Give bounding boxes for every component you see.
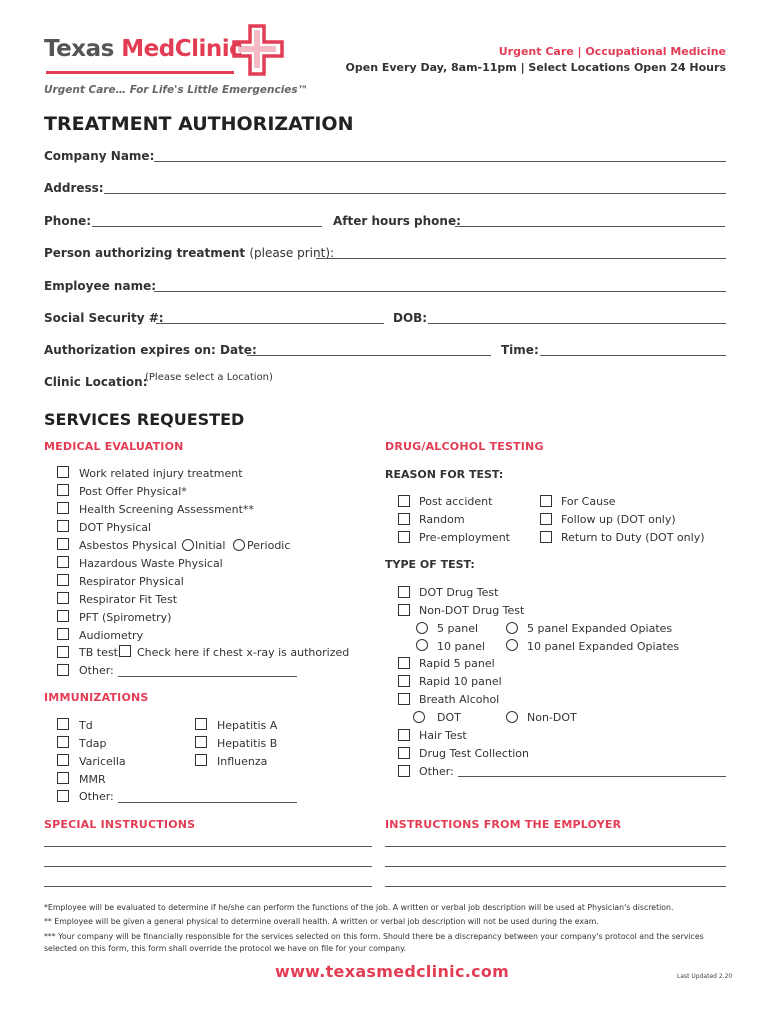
services-line: Urgent Care | Occupational Medicine (498, 45, 726, 58)
medical-cross-icon (230, 22, 288, 80)
after-hours-phone-field[interactable] (455, 226, 725, 227)
checkbox-rapid-10[interactable] (398, 675, 410, 687)
checkbox-drug-other[interactable] (398, 765, 410, 777)
company-name-label: Company Name: (44, 149, 155, 163)
immunization-item: Other: (79, 790, 114, 803)
radio-asbestos-initial[interactable] (182, 539, 194, 551)
immunizations-heading: IMMUNIZATIONS (44, 691, 149, 704)
reason-item: Random (419, 513, 465, 526)
drug-testing-heading: DRUG/ALCOHOL TESTING (385, 440, 544, 453)
person-authorizing-field[interactable] (316, 258, 726, 259)
employer-instructions-line[interactable] (385, 886, 726, 887)
type-item: DOT (437, 711, 461, 724)
medical-other-field[interactable] (118, 676, 297, 677)
medical-item: Respirator Physical (79, 575, 184, 588)
brand-name: Texas MedClinic (44, 36, 243, 62)
checkbox-drug-test-collection[interactable] (398, 747, 410, 759)
address-field[interactable] (104, 193, 726, 194)
checkbox-hepatitis-a[interactable] (195, 718, 207, 730)
immunization-other-field[interactable] (118, 802, 297, 803)
person-authorizing-label: Person authorizing treatment (please print): (44, 246, 335, 260)
checkbox-respirator-physical[interactable] (57, 574, 69, 586)
immunization-item: Influenza (217, 755, 268, 768)
type-item: Rapid 10 panel (419, 675, 502, 688)
checkbox-dot-drug-test[interactable] (398, 586, 410, 598)
medical-item: Respirator Fit Test (79, 593, 178, 606)
checkbox-asbestos[interactable] (57, 538, 69, 550)
checkbox-chest-xray[interactable] (119, 645, 131, 657)
medical-item: Hazardous Waste Physical (79, 557, 223, 570)
checkbox-varicella[interactable] (57, 754, 69, 766)
immunization-item: Tdap (79, 737, 107, 750)
company-name-field[interactable] (154, 161, 726, 162)
drug-other-field[interactable] (458, 776, 726, 777)
reason-item: Follow up (DOT only) (561, 513, 676, 526)
hours-line: Open Every Day, 8am-11pm | Select Locations Open 24 Hours (345, 61, 726, 74)
type-item: 10 panel (437, 640, 486, 653)
reason-item: For Cause (561, 495, 616, 508)
reason-heading: REASON FOR TEST: (385, 468, 504, 481)
checkbox-immunization-other[interactable] (57, 790, 69, 802)
medical-item: Work related injury treatment (79, 467, 243, 480)
radio-breath-non-dot[interactable] (506, 711, 518, 723)
checkbox-mmr[interactable] (57, 772, 69, 784)
services-title: SERVICES REQUESTED (44, 410, 245, 429)
dob-field[interactable] (428, 323, 726, 324)
type-item: Breath Alcohol (419, 693, 500, 706)
type-heading: TYPE OF TEST: (385, 558, 475, 571)
footnote-1: *Employee will be evaluated to determine if he/she can perform the functions of the job. A written or verbal job description will be used at Physician's discretion. (44, 903, 674, 912)
checkbox-non-dot-drug-test[interactable] (398, 604, 410, 616)
radio-10-panel[interactable] (416, 639, 428, 651)
type-item: Rapid 5 panel (419, 657, 495, 670)
employee-name-label: Employee name: (44, 279, 157, 293)
chest-xray-label: Check here if chest x-ray is authorized (137, 646, 350, 659)
footnote-3-cont: selected on this form, this form shall override the protocol we have on file for your company. (44, 944, 407, 953)
reason-item: Pre-employment (419, 531, 510, 544)
page-title: TREATMENT AUTHORIZATION (44, 113, 354, 135)
type-item: 10 panel Expanded Opiates (527, 640, 680, 653)
radio-5-panel-expanded[interactable] (506, 622, 518, 634)
checkbox-medical-other[interactable] (57, 664, 69, 676)
immunization-item: MMR (79, 773, 106, 786)
type-item: DOT Drug Test (419, 586, 499, 599)
reason-item: Post accident (419, 495, 493, 508)
checkbox-work-injury[interactable] (57, 466, 69, 478)
dob-label: DOB: (393, 311, 428, 325)
checkbox-hepatitis-b[interactable] (195, 736, 207, 748)
checkbox-audiometry[interactable] (57, 628, 69, 640)
special-instructions-line[interactable] (44, 846, 372, 847)
medical-evaluation-heading: MEDICAL EVALUATION (44, 440, 184, 453)
tagline: Urgent Care… For Life's Little Emergencies™ (44, 84, 309, 96)
last-updated: Last Updated 2.20 (677, 973, 733, 980)
employer-instructions-line[interactable] (385, 846, 726, 847)
checkbox-respirator-fit[interactable] (57, 592, 69, 604)
checkbox-rapid-5[interactable] (398, 657, 410, 669)
employer-instructions-line[interactable] (385, 866, 726, 867)
checkbox-post-offer[interactable] (57, 484, 69, 496)
clinic-location-select[interactable]: (Please select a Location) (145, 372, 273, 383)
radio-breath-dot[interactable] (413, 711, 425, 723)
special-instructions-line[interactable] (44, 886, 372, 887)
radio-10-panel-expanded[interactable] (506, 639, 518, 651)
reason-item: Return to Duty (DOT only) (561, 531, 705, 544)
footnote-3: *** Your company will be financially responsible for the services selected on this form. Should there be a discrepancy between your company's protocol and the services (44, 932, 704, 941)
checkbox-tb-test[interactable] (57, 646, 69, 658)
after-hours-phone-label: After hours phone: (333, 214, 461, 228)
asbestos-initial-label: Initial (195, 539, 226, 552)
checkbox-hazardous-waste[interactable] (57, 556, 69, 568)
checkbox-post-accident[interactable] (398, 495, 410, 507)
checkbox-random[interactable] (398, 513, 410, 525)
phone-field[interactable] (92, 226, 322, 227)
time-label: Time: (501, 343, 539, 357)
medical-item: PFT (Spirometry) (79, 611, 172, 624)
immunization-item: Hepatitis A (217, 719, 278, 732)
type-item: 5 panel Expanded Opiates (527, 622, 673, 635)
type-item: Non-DOT (527, 711, 577, 724)
ssn-label: Social Security #: (44, 311, 164, 325)
type-item: Drug Test Collection (419, 747, 530, 760)
clinic-location-label: Clinic Location: (44, 375, 148, 389)
checkbox-tdap[interactable] (57, 736, 69, 748)
type-item: Other: (419, 765, 454, 778)
immunization-item: Td (79, 719, 93, 732)
type-item: 5 panel (437, 622, 479, 635)
medical-item: Health Screening Assessment** (79, 503, 254, 516)
checkbox-dot-physical[interactable] (57, 520, 69, 532)
checkbox-for-cause[interactable] (540, 495, 552, 507)
type-item: Hair Test (419, 729, 467, 742)
type-item: Non-DOT Drug Test (419, 604, 525, 617)
checkbox-td[interactable] (57, 718, 69, 730)
auth-time-field[interactable] (540, 355, 726, 356)
ssn-field[interactable] (156, 323, 384, 324)
checkbox-return-to-duty[interactable] (540, 531, 552, 543)
checkbox-health-screening[interactable] (57, 502, 69, 514)
website-link[interactable]: www.texasmedclinic.com (275, 962, 510, 981)
auth-date-field[interactable] (247, 355, 491, 356)
immunization-item: Varicella (79, 755, 126, 768)
phone-label: Phone: (44, 214, 92, 228)
medical-item: Other: (79, 664, 114, 677)
medical-item: TB test (79, 646, 118, 659)
checkbox-pft[interactable] (57, 610, 69, 622)
asbestos-periodic-label: Periodic (247, 539, 291, 552)
checkbox-breath-alcohol[interactable] (398, 693, 410, 705)
logo-underline (46, 71, 234, 74)
medical-item: Post Offer Physical* (79, 485, 187, 498)
special-instructions-line[interactable] (44, 866, 372, 867)
checkbox-follow-up[interactable] (540, 513, 552, 525)
special-instructions-heading: SPECIAL INSTRUCTIONS (44, 818, 196, 831)
medical-item: Asbestos Physical (79, 539, 177, 552)
checkbox-hair-test[interactable] (398, 729, 410, 741)
checkbox-pre-employment[interactable] (398, 531, 410, 543)
radio-5-panel[interactable] (416, 622, 428, 634)
address-label: Address: (44, 181, 104, 195)
medical-item: Audiometry (79, 629, 144, 642)
checkbox-influenza[interactable] (195, 754, 207, 766)
employee-name-field[interactable] (154, 291, 726, 292)
radio-asbestos-periodic[interactable] (233, 539, 245, 551)
footnote-2: ** Employee will be given a general physical to determine overall health. A written or verbal job description will not be used during the exam. (44, 917, 599, 926)
employer-instructions-heading: INSTRUCTIONS FROM THE EMPLOYER (385, 818, 622, 831)
auth-expires-label: Authorization expires on: Date: (44, 343, 257, 357)
immunization-item: Hepatitis B (217, 737, 278, 750)
medical-item: DOT Physical (79, 521, 152, 534)
